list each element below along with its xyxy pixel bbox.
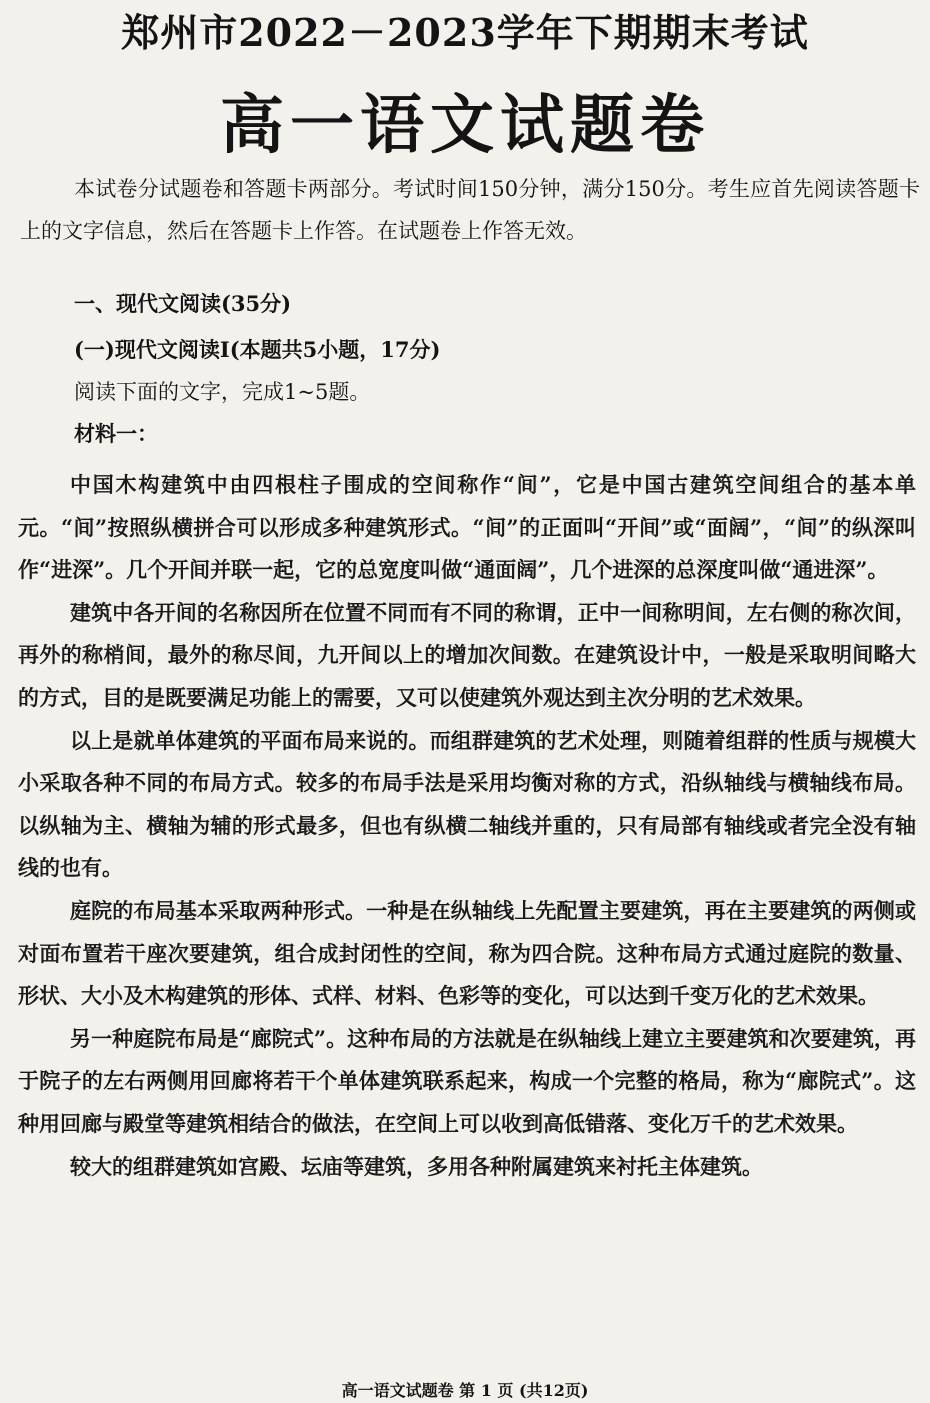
section-heading: 一、现代文阅读(35分): [74, 291, 292, 316]
paragraph: 庭院的布局基本采取两种形式。一种是在纵轴线上先配置主要建筑，再在主要建筑的两侧或对面布置若干座次要建筑，组合成封闭性的空间，称为四合院。这种布局方式通过庭院的数量、形状、大小及木构建筑的形体、式样、材料、色彩等的变化，可以达到千变万化的艺术效果。: [18, 897, 916, 1009]
subsection-heading: (一)现代文阅读Ⅰ(本题共5小题，17分): [74, 337, 441, 362]
reading-directions: 阅读下面的文字，完成1~5题。: [74, 380, 371, 404]
paragraph: 中国木构建筑中由四根柱子围成的空间称作“间”，它是中国古建筑空间组合的基本单元。“间”按照纵横拼合可以形成多种建筑形式。“间”的正面叫“开间”或“面阔”，“间”的纵深叫作“进深”。几个开间并联一起，它的总宽度叫做“通面阔”，几个进深的总深度叫做“通进深”。: [18, 472, 916, 583]
paragraph: 建筑中各开间的名称因所在位置不同而有不同的称谓，正中一间称明间，左右侧的称次间，再外的称梢间，最外的称尽间，九开间以上的增加次间数。在建筑设计中，一般是采取明间略大的方式，目的是既要满足功能上的需要，又可以使建筑外观达到主次分明的艺术效果。: [18, 599, 916, 710]
paragraph: 较大的组群建筑如宫殿、坛庙等建筑，多用各种附属建筑来衬托主体建筑。: [70, 1153, 763, 1179]
paragraph: 以上是就单体建筑的平面布局来说的。而组群建筑的艺术处理，则随着组群的性质与规模大小采取各种不同的布局方式。较多的布局手法是采用均衡对称的方式，沿纵轴线与横轴线布局。以纵轴为主、横轴为辅的形式最多，但也有纵横二轴线并重的，只有局部有轴线或者完全没有轴线的也有。: [18, 727, 916, 881]
material-body: [18, 464, 916, 1188]
page-footer: 高一语文试题卷 第 1 页 (共12页): [341, 1381, 589, 1400]
material-label: 材料一：: [74, 421, 158, 446]
subject-title: 高一语文试题卷: [220, 89, 710, 163]
exam-title: 郑州市2022－2023学年下期期末考试: [121, 10, 809, 55]
exam-instructions: 本试卷分试题卷和答题卡两部分。考试时间150分钟，满分150分。考生应首先阅读答题卡上的文字信息，然后在答题卡上作答。在试题卷上作答无效。: [20, 177, 920, 243]
paragraph: 另一种庭院布局是“廊院式”。这种布局的方法就是在纵轴线上建立主要建筑和次要建筑，再于院子的左右两侧用回廊将若干个单体建筑联系起来，构成一个完整的格局，称为“廊院式”。这种用回廊与殿堂等建筑相结合的做法，在空间上可以收到高低错落、变化万千的艺术效果。: [18, 1025, 916, 1136]
